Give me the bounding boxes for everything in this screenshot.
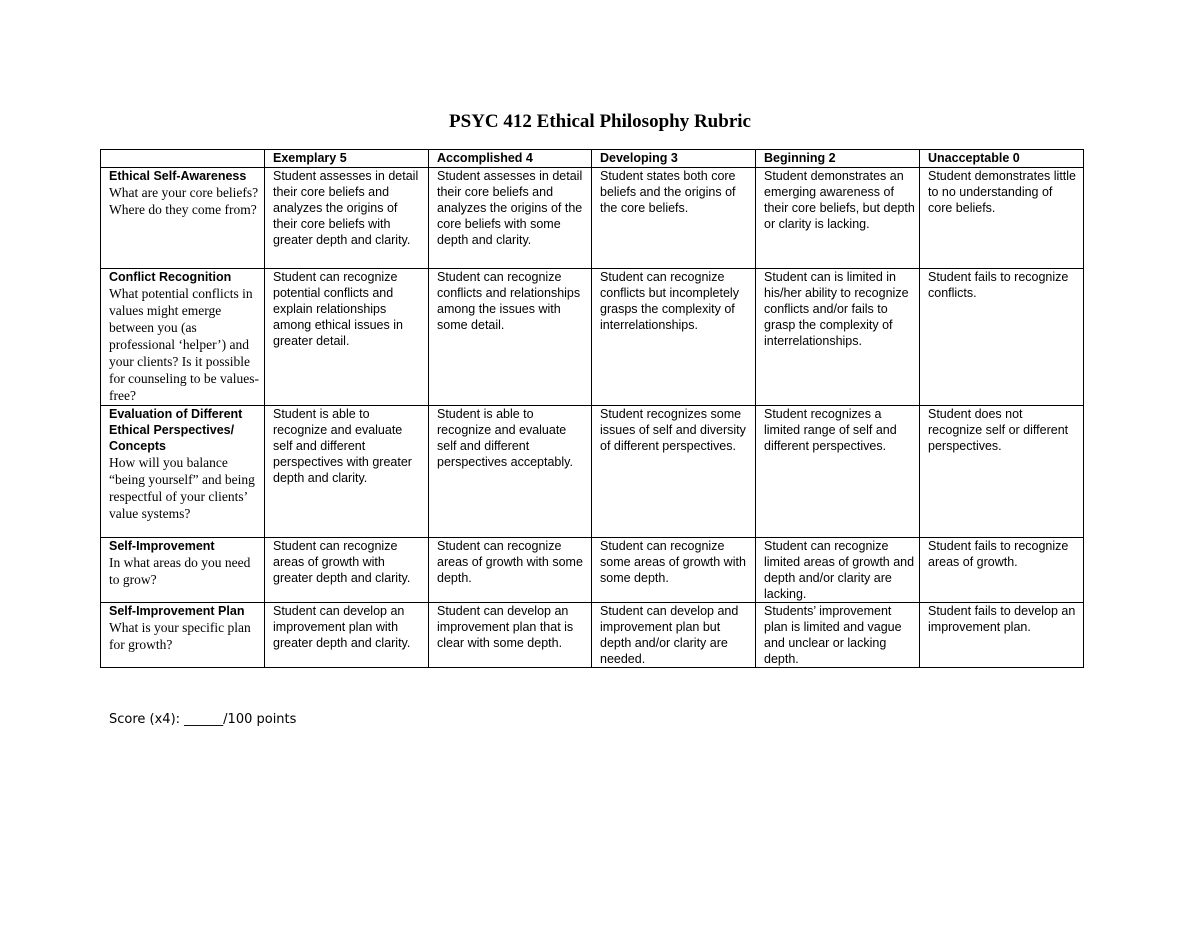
score-line: Score (x4): ______/100 points xyxy=(109,712,297,727)
header-cell-developing: Developing 3 xyxy=(592,150,756,168)
criterion-name: Self-Improvement xyxy=(109,539,215,553)
rubric-cell xyxy=(429,269,592,406)
rubric-cell-text: Student fails to develop an improvement plan. xyxy=(928,604,1076,634)
rubric-cell-text: Student demonstrates little to no understanding of core beliefs. xyxy=(928,169,1076,215)
rubric-cell-text: Student can recognize areas of growth with greater depth and clarity. xyxy=(273,539,411,585)
criterion-name: Ethical Self-Awareness xyxy=(109,169,247,183)
rubric-cell-text: Student is able to recognize and evaluate self and different perspectives acceptably. xyxy=(437,407,573,469)
criterion-name: Self-Improvement Plan xyxy=(109,604,245,618)
rubric-cell-text: Student recognizes some issues of self and diversity of different perspectives. xyxy=(600,407,746,453)
rubric-cell-text: Student can recognize potential conflicts and explain relationships among ethical issues in greater detail. xyxy=(273,270,403,348)
rubric-cell xyxy=(920,269,1084,406)
criterion-question: How will you balance “being yourself” and being respectful of your clients’ value systems? xyxy=(109,455,255,521)
rubric-cell-text: Student can develop an improvement plan with greater depth and clarity. xyxy=(273,604,411,650)
rubric-cell xyxy=(592,603,756,668)
rubric-cell xyxy=(920,168,1084,269)
rubric-cell-text: Student can recognize areas of growth with some depth. xyxy=(437,539,583,585)
rubric-cell xyxy=(265,603,429,668)
rubric-cell xyxy=(920,538,1084,603)
rubric-cell xyxy=(756,603,920,668)
rubric-cell xyxy=(592,168,756,269)
rubric-cell xyxy=(592,406,756,538)
rubric-cell-text: Student fails to recognize areas of growth. xyxy=(928,539,1069,569)
criterion-cell xyxy=(101,603,265,668)
table-row xyxy=(101,269,1084,406)
rubric-cell-text: Student fails to recognize conflicts. xyxy=(928,270,1069,300)
rubric-table xyxy=(100,149,1084,668)
header-cell-exemplary: Exemplary 5 xyxy=(265,150,429,168)
rubric-cell-text: Student assesses in detail their core beliefs and analyzes the origins of the core beliefs with some depth and clarity. xyxy=(437,169,583,247)
table-row xyxy=(101,538,1084,603)
table-row xyxy=(101,168,1084,269)
rubric-cell-text: Student is able to recognize and evaluate self and different perspectives with greater depth and clarity. xyxy=(273,407,412,485)
rubric-cell-text: Student assesses in detail their core beliefs and analyzes the origins of their core beliefs with greater depth and clarity. xyxy=(273,169,419,247)
rubric-cell-text: Student demonstrates an emerging awareness of their core beliefs, but depth or clarity is lacking. xyxy=(764,169,915,231)
header-cell-empty xyxy=(101,150,265,168)
rubric-cell xyxy=(920,406,1084,538)
rubric-cell-text: Students’ improvement plan is limited and vague and unclear or lacking depth. xyxy=(764,604,902,666)
criterion-question: What are your core beliefs? Where do they come from? xyxy=(109,185,259,217)
rubric-cell xyxy=(756,168,920,269)
table-row xyxy=(101,406,1084,538)
rubric-cell-text: Student recognizes a limited range of self and different perspectives. xyxy=(764,407,897,453)
rubric-cell-text: Student can develop an improvement plan that is clear with some depth. xyxy=(437,604,574,650)
rubric-cell xyxy=(756,538,920,603)
header-cell-accomplished: Accomplished 4 xyxy=(429,150,592,168)
rubric-cell-text: Student can recognize limited areas of growth and depth and/or clarity are lacking. xyxy=(764,539,915,601)
criterion-name: Evaluation of Different Ethical Perspectives/ Concepts xyxy=(109,407,243,453)
rubric-cell-text: Student does not recognize self or different perspectives. xyxy=(928,407,1069,453)
criterion-cell xyxy=(101,168,265,269)
rubric-cell xyxy=(756,406,920,538)
rubric-cell xyxy=(756,269,920,406)
rubric-cell xyxy=(592,269,756,406)
rubric-cell-text: Student can develop and improvement plan but depth and/or clarity are needed. xyxy=(600,604,739,666)
rubric-cell xyxy=(429,168,592,269)
criterion-question: In what areas do you need to grow? xyxy=(109,555,251,587)
rubric-cell xyxy=(429,603,592,668)
table-row xyxy=(101,603,1084,668)
criterion-question: What potential conflicts in values might emerge between you (as professional ‘helper’) and your clients? Is it possible for counseling to be values-free? xyxy=(109,286,259,403)
header-cell-beginning: Beginning 2 xyxy=(756,150,920,168)
criterion-cell xyxy=(101,406,265,538)
rubric-cell xyxy=(429,406,592,538)
rubric-cell xyxy=(265,168,429,269)
rubric-cell xyxy=(592,538,756,603)
rubric-cell-text: Student can recognize conflicts but incompletely grasps the complexity of interrelationships. xyxy=(600,270,739,332)
criterion-cell xyxy=(101,269,265,406)
rubric-cell xyxy=(265,269,429,406)
criterion-cell xyxy=(101,538,265,603)
document-title: PSYC 412 Ethical Philosophy Rubric xyxy=(449,111,751,132)
rubric-cell xyxy=(429,538,592,603)
rubric-cell xyxy=(265,538,429,603)
rubric-cell-text: Student can is limited in his/her ability to recognize conflicts and/or fails to grasp the complexity of interrelationships. xyxy=(764,270,909,348)
rubric-cell xyxy=(920,603,1084,668)
criterion-name: Conflict Recognition xyxy=(109,270,232,284)
rubric-cell-text: Student states both core beliefs and the origins of the core beliefs. xyxy=(600,169,736,215)
header-cell-unacceptable: Unacceptable 0 xyxy=(920,150,1084,168)
criterion-question: What is your specific plan for growth? xyxy=(109,620,251,652)
rubric-cell xyxy=(265,406,429,538)
rubric-cell-text: Student can recognize some areas of growth with some depth. xyxy=(600,539,746,585)
rubric-cell-text: Student can recognize conflicts and relationships among the issues with some detail. xyxy=(437,270,581,332)
header-row xyxy=(101,150,1084,168)
